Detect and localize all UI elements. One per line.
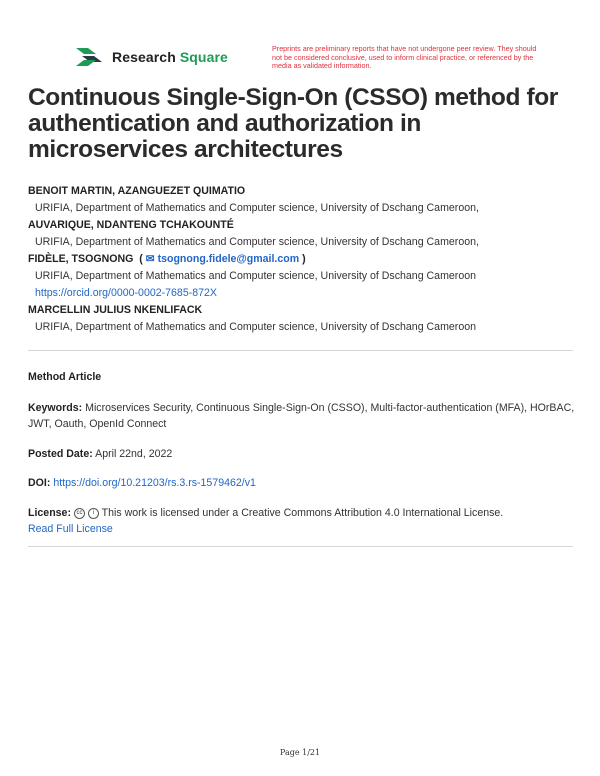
- author-name: FIDÈLE, TSOGNONG: [28, 253, 134, 265]
- author-name: AUVARIQUE, NDANTENG TCHAKOUNTÉ: [28, 219, 234, 231]
- doi-label: DOI:: [28, 477, 51, 489]
- author-affiliation: URIFIA, Department of Mathematics and Computer science, University of Dschang Cameroon: [35, 270, 476, 282]
- page-number: Page 1/21: [279, 748, 321, 757]
- doi-link[interactable]: https://doi.org/10.21203/rs.3.rs-1579462/v1: [53, 477, 256, 489]
- author-affiliation: URIFIA, Department of Mathematics and Computer science, University of Dschang Cameroon: [35, 321, 476, 333]
- orcid-link[interactable]: https://orcid.org/0000-0002-7685-872X: [35, 287, 217, 299]
- author-name-with-email: FIDÈLE, TSOGNONG ( ✉ tsognong.fidele@gmail.com ): [28, 253, 306, 265]
- logo-wordmark: Research Square: [112, 49, 228, 65]
- article-title: Continuous Single-Sign-On (CSSO) method for authentication and authorization in microservices architectures: [28, 84, 558, 163]
- keywords-value: Microservices Security, Continuous Single-Sign-On (CSSO), Multi-factor-authentication (MFA), HOrBAC, JWT, Oauth, OpenId Connect: [28, 402, 575, 430]
- license: [28, 505, 578, 537]
- author-name: MARCELLIN JULIUS NKENLIFACK: [28, 304, 203, 316]
- preprint-disclaimer: Preprints are preliminary reports that have not undergone peer review. They should not be considered conclusive, used to inform clinical practice, or referenced by the media as validated information.: [272, 44, 537, 71]
- keywords-label: Keywords:: [28, 402, 83, 414]
- cc-icon: cc: [74, 508, 85, 519]
- author-affiliation: URIFIA, Department of Mathematics and Computer science, University of Dschang Cameroon,: [35, 236, 479, 248]
- license-label: License:: [28, 507, 71, 519]
- author-affiliation: URIFIA, Department of Mathematics and Computer science, University of Dschang Cameroon,: [35, 202, 479, 214]
- research-square-logo-icon: [74, 46, 104, 68]
- by-icon: i: [88, 508, 99, 519]
- divider: [28, 546, 573, 547]
- email-icon: ✉: [145, 253, 155, 265]
- divider: [28, 350, 573, 351]
- author-name: BENOIT MARTIN, AZANGUEZET QUIMATIO: [28, 185, 246, 197]
- keywords: [28, 400, 578, 432]
- license-text: This work is licensed under a Creative Commons Attribution 4.0 International License.: [101, 507, 504, 519]
- read-full-license-link[interactable]: Read Full License: [28, 523, 113, 535]
- research-square-logo[interactable]: [74, 46, 228, 68]
- posted-date-label: Posted Date:: [28, 448, 93, 460]
- posted-date: [28, 446, 578, 462]
- article-type: Method Article: [28, 371, 102, 383]
- doi: [28, 475, 578, 491]
- author-list: [28, 183, 588, 336]
- posted-date-value: April 22nd, 2022: [95, 448, 173, 460]
- author-email-link[interactable]: tsognong.fidele@gmail.com: [157, 253, 300, 265]
